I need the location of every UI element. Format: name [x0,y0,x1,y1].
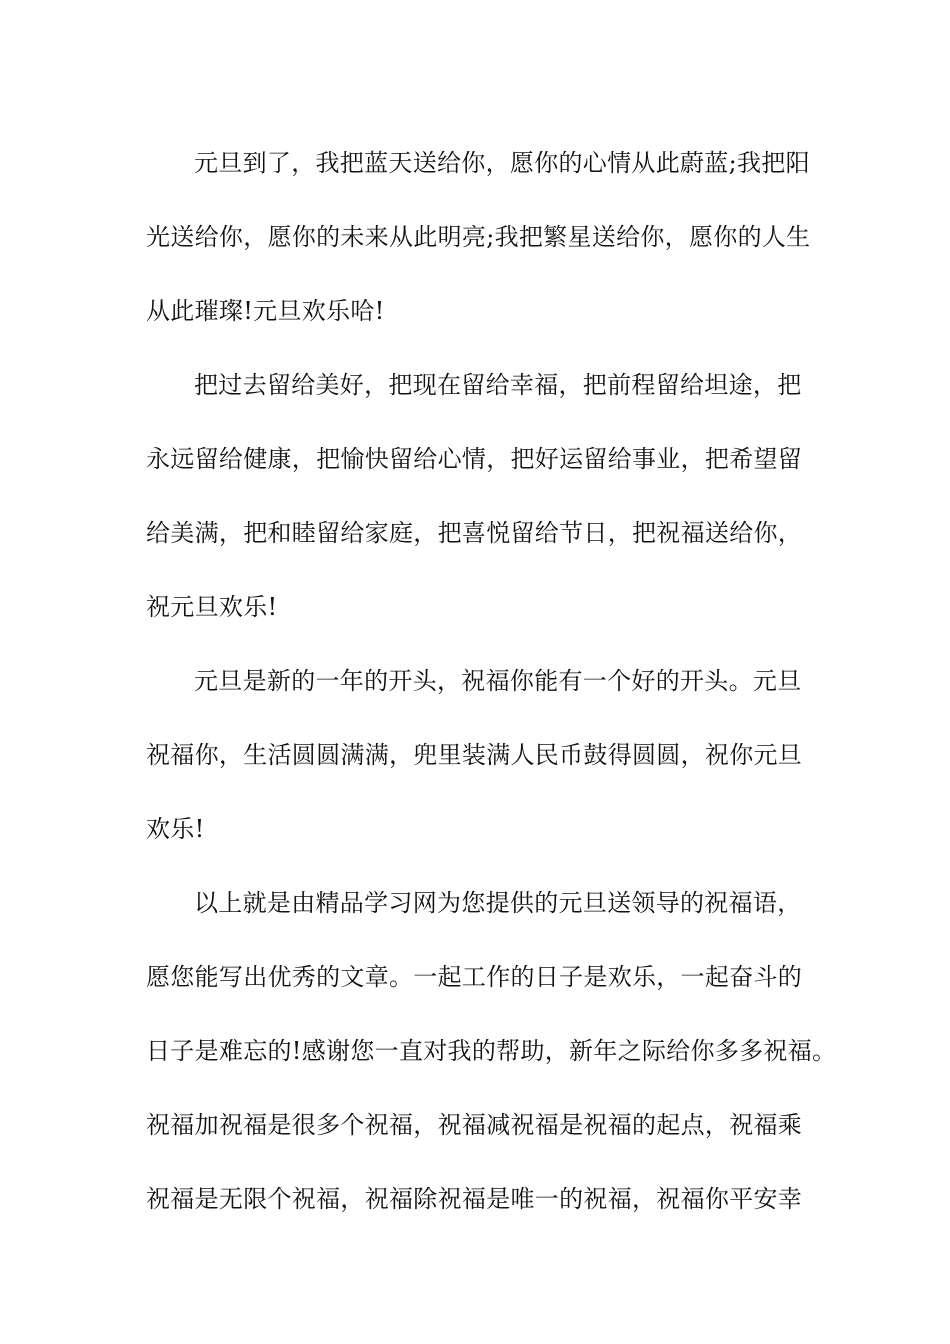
paragraph-1 [146,126,818,348]
text-line: 欢乐! [146,815,205,843]
paragraph-4 [146,866,837,1236]
text-line: 祝福加祝福是很多个祝福，祝福减祝福是祝福的起点，祝福乘 [146,1111,803,1139]
text-line: 把过去留给美好，把现在留给幸福，把前程留给坦途，把 [194,371,802,399]
paragraph-3 [146,644,818,866]
text-line: 日子是难忘的!感谢您一直对我的帮助，新年之际给你多多祝福。 [146,1037,837,1065]
text-line: 给美满，把和睦留给家庭，把喜悦留给节日，把祝福送给你， [146,519,803,547]
text-line: 永远留给健康，把愉快留给心情，把好运留给事业，把希望留 [146,445,803,473]
text-line: 从此璀璨!元旦欢乐哈! [146,297,385,325]
text-line: 愿您能写出优秀的文章。一起工作的日子是欢乐，一起奋斗的 [146,963,803,991]
text-line: 元旦到了，我把蓝天送给你，愿你的心情从此蔚蓝;我把阳 [194,149,810,177]
text-line: 以上就是由精品学习网为您提供的元旦送领导的祝福语， [194,889,802,917]
text-line: 祝福你，生活圆圆满满，兜里装满人民币鼓得圆圆，祝你元旦 [146,741,803,769]
text-line: 祝福是无限个祝福，祝福除祝福是唯一的祝福，祝福你平安幸 [146,1185,803,1213]
document-body [146,126,837,1236]
text-line: 元旦是新的一年的开头，祝福你能有一个好的开头。元旦 [194,667,802,695]
text-line: 祝元旦欢乐! [146,593,278,621]
text-line: 光送给你，愿你的未来从此明亮;我把繁星送给你，愿你的人生 [146,223,811,251]
paragraph-2 [146,348,818,644]
